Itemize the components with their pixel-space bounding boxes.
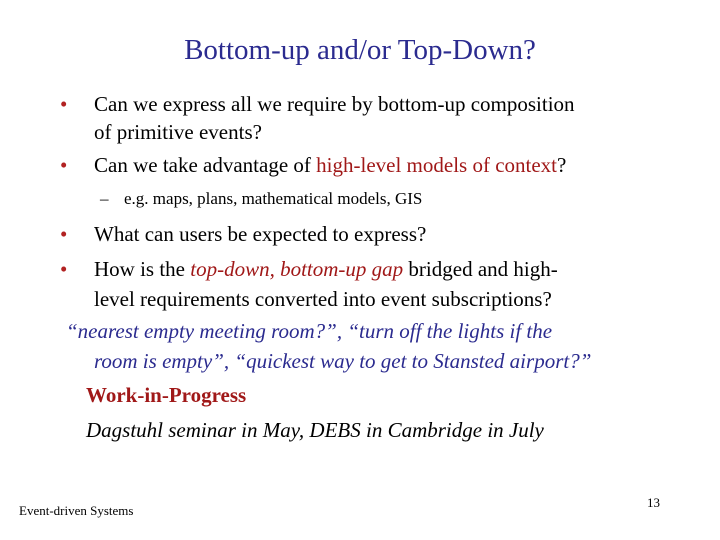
bullet-marker: • (60, 257, 68, 281)
page-number: 13 (647, 495, 660, 510)
bullet-4-text: How is the (94, 257, 191, 281)
bullet-2-end: ? (557, 153, 567, 177)
bullet-marker: • (60, 222, 68, 246)
work-in-progress-heading: Work-in-Progress (86, 383, 247, 407)
example-queries-line-2: room is empty”, “quickest way to get to Stansted airport?” (94, 349, 592, 373)
slide-title: Bottom-up and/or Top-Down? (184, 34, 536, 66)
example-queries-line-1: “nearest empty meeting room?”, “turn off the lights if the (66, 319, 553, 343)
work-in-progress-detail: Dagstuhl seminar in May, DEBS in Cambridge in July (86, 418, 544, 442)
bullet-4-rest: bridged and high- (403, 257, 558, 281)
bullet-1-line-2: of primitive events? (94, 120, 262, 144)
bullet-3: What can users be expected to express? (94, 222, 427, 246)
bullet-2-text: Can we take advantage of (94, 153, 317, 177)
sub-bullet-1: e.g. maps, plans, mathematical models, GIS (124, 189, 423, 208)
footer-label: Event-driven Systems (19, 503, 134, 518)
bullet-2-highlight: high-level models of context (316, 153, 558, 177)
bullet-marker: • (60, 92, 68, 116)
bullet-2 (94, 153, 566, 177)
bullet-1-line-1: Can we express all we require by bottom-up composition (94, 92, 575, 116)
bullet-4-highlight: top-down, bottom-up gap (190, 257, 404, 281)
bullet-4-line-2: level requirements converted into event subscriptions? (94, 287, 552, 311)
bullet-marker: • (60, 153, 68, 177)
bullet-4-line-1 (94, 257, 558, 281)
dash-marker: – (100, 189, 109, 208)
